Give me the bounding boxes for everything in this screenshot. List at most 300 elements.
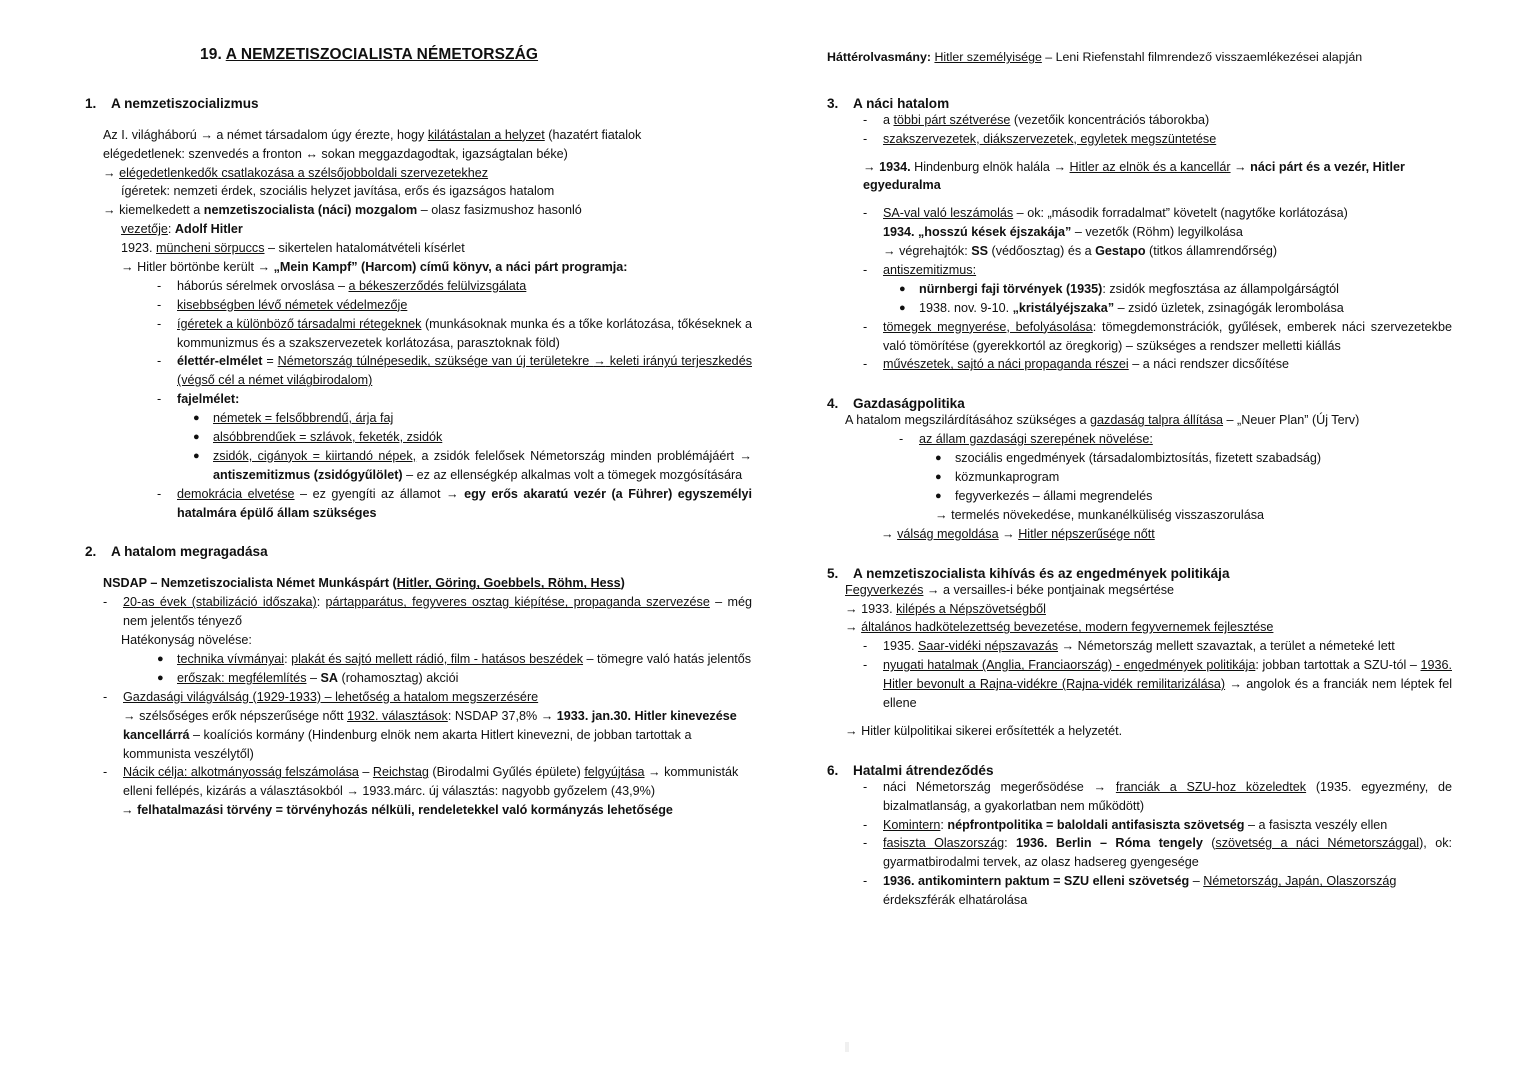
s3-bullet-6-text: [883, 355, 1452, 374]
s2-b2b2: 1932. választások: [347, 708, 448, 723]
s1-b3a: ígéretek a különböző társadalmi rétegeknek: [177, 316, 422, 331]
s6-bullet-2-text: [883, 816, 1452, 835]
s2-d1a: technika vívmányai: [177, 652, 285, 667]
arrow-right-icon: →: [926, 582, 940, 597]
s5-b1b: Saar-vidéki népszavazás: [918, 639, 1059, 654]
s3-dot-2-text: [919, 299, 1452, 318]
arrow-right-icon: →: [1234, 159, 1247, 174]
background-reading-note: [827, 49, 1452, 66]
s1-l1c: kilátástalan a helyzet: [427, 127, 545, 142]
background-reading-label: Háttérolvasmány:: [827, 50, 931, 64]
s3-b5b: : tömegdemonstrációk, gyűlések, emberek náci szervezetekbe való tömörítése (gyerekkortól az öregkorig) – szükséges a rendszer melletti kiállás: [883, 319, 1452, 353]
s3-bullet-3-text: [883, 204, 1452, 261]
s2-d2a: erőszak: megfélemlítés: [177, 670, 307, 685]
section-6-title: Hatalmi átrendeződés: [853, 762, 994, 778]
s1-l7b: müncheni sörpuccs: [156, 241, 265, 256]
body-columns: [40, 96, 1485, 910]
spacer: [85, 559, 752, 574]
s3-b3d: – vezetők (Röhm) legyilkolása: [1071, 225, 1243, 240]
s3-b5a: tömegek megnyerése, befolyásolása: [883, 319, 1093, 334]
s2-l1c: Hitler, Göring, Goebbels, Röhm, Hess: [396, 576, 621, 591]
page-title-number: 19.: [200, 46, 222, 63]
s1-l5a: kiemelkedett a: [119, 203, 204, 218]
bullet-marker-icon: ●: [193, 449, 200, 462]
s2-line-2: Hatékonyság növelése:: [121, 633, 252, 648]
section-6-heading: [827, 763, 1452, 778]
s3-b3a: SA-val való leszámolás: [883, 206, 1014, 221]
arrow-right-icon: →: [935, 507, 948, 522]
dash-marker-icon: -: [157, 278, 162, 293]
section-4-heading: [827, 396, 1452, 411]
bullet-marker-icon: ●: [935, 471, 942, 484]
s1-l6c: Adolf Hitler: [174, 222, 243, 237]
arrow-right-icon: →: [863, 159, 876, 174]
s2-b3a: Nácik célja: alkotmányosság felszámolása: [123, 765, 359, 780]
dash-marker-icon: -: [157, 316, 162, 331]
spacer: [85, 522, 752, 544]
s5-b2d: angolok és a franciák nem léptek fel ellene: [883, 677, 1453, 710]
spacer: [85, 111, 752, 126]
s2-l1a: NSDAP – Nemzetiszocialista Német Munkáspárt: [103, 576, 390, 591]
s4-bullet-1: [899, 430, 1452, 449]
s6-b3b: :: [1004, 836, 1016, 851]
s3-b1b: többi párt szétverése: [893, 112, 1011, 127]
s1-b6a: demokrácia elvetése: [177, 486, 295, 501]
s1-l1d: (hazatért fiatalok: [544, 127, 642, 142]
s1-bullet-4: [157, 352, 752, 390]
s2-b1d: – még nem jelentős tényező: [123, 595, 752, 629]
s1-l1b: a német társadalom úgy érezte, hogy: [216, 127, 428, 142]
dash-marker-icon: -: [157, 297, 162, 312]
s2-b2b1: szélsőséges erők népszerűsége nőtt: [139, 708, 348, 723]
s2-b3b: –: [358, 765, 373, 780]
page-scan-artifact: [845, 1042, 849, 1052]
s6-b4a: 1936. antikomintern paktum = SZU elleni szövetség: [883, 874, 1190, 889]
spacer: [845, 149, 1452, 158]
s2-l1b: (: [389, 576, 397, 591]
s5-line-4: [845, 722, 1452, 741]
s3-bullet-3: [863, 204, 1452, 261]
s1-dot-3-text: [213, 447, 752, 485]
dash-marker-icon: -: [157, 392, 162, 407]
s5-b1a: 1935.: [883, 639, 919, 654]
s1-d3c: antiszemitizmus (zsidógyűlölet): [213, 467, 403, 482]
s1-l6a: vezetője: [121, 222, 168, 237]
s1-l8a: Hitler börtönbe került: [137, 259, 258, 274]
bullet-marker-icon: ●: [157, 671, 164, 684]
s6-b2d: – a fasiszta veszély ellen: [1244, 817, 1388, 832]
s2-bullet-2-text: [123, 688, 752, 764]
dash-marker-icon: -: [863, 639, 868, 654]
s1-bullet-1: [157, 277, 752, 296]
dash-marker-icon: -: [863, 112, 868, 127]
dash-marker-icon: -: [103, 765, 108, 780]
s6-b1c: (1935. egyezmény, de bizalmatlanság, a gyakorlatban nem működött): [883, 779, 1452, 813]
s4-dot-1-text: szociális engedmények (társadalombiztosítás, fizetett szabadság): [955, 451, 1322, 466]
arrow-right-icon: →: [123, 708, 136, 723]
s1-b4a: élettér-elmélet: [177, 354, 263, 369]
s6-b2b: :: [940, 817, 948, 832]
s2-b1b: :: [316, 595, 326, 610]
s3-line-1: [863, 158, 1452, 196]
s3-l1c: Hitler az elnök és a kancellár: [1069, 159, 1231, 174]
s2-dot-2-text: [177, 669, 752, 688]
dash-marker-icon: -: [863, 357, 868, 372]
s1-b6c: egy erős akaratú vezér (a Führer) egyszemélyi hatalmára épülő állam szükséges: [177, 486, 753, 520]
s5-b2c: 1936. Hitler bevonult a Rajna-vidékre (Rajna-vidék remilitarizálása): [883, 658, 1452, 692]
s3-b1a: a: [883, 112, 894, 127]
s2-b3c: Reichstag: [372, 765, 429, 780]
s1-bullet-1-text: [177, 277, 752, 296]
s3-bullet-1-text: [883, 111, 1452, 130]
s1-bullet-6-text: [177, 485, 752, 523]
s4-dot-3-text: fegyverkezés – állami megrendelés: [955, 488, 1153, 503]
s5-line-2: [845, 600, 1452, 619]
header-row: [40, 46, 1485, 66]
s2-line-3: [121, 801, 752, 820]
s3-bullet-4: [863, 261, 1452, 280]
section-4-title: Gazdaságpolitika: [853, 396, 965, 412]
spacer: [827, 741, 1452, 763]
s5-bullet-2: [863, 656, 1452, 713]
section-5-heading: [827, 566, 1452, 581]
s1-b4d: keleti irányú terjeszkedés (végső cél a német világbirodalom): [177, 354, 752, 388]
s1-bullet-6: [157, 485, 752, 523]
s3-d1b: : zsidók megfosztása az állampolgárságtól: [1102, 281, 1339, 296]
s6-bullet-4-text: [883, 872, 1452, 910]
s3-d2a: 1938. nov. 9-10.: [919, 300, 1013, 315]
section-3: [827, 96, 1452, 375]
s5-b2a: nyugati hatalmak (Anglia, Franciaország) - engedmények politikája: [883, 658, 1256, 673]
s1-line-1: [103, 126, 752, 145]
s4-l2a: válság megoldása: [897, 526, 999, 541]
section-5: [827, 566, 1452, 741]
s2-dot-1-text: [177, 650, 752, 669]
bullet-marker-icon: ●: [935, 452, 942, 465]
s2-d2c: SA: [320, 670, 339, 685]
s2-b2b4: 1933. jan.30. Hitler kinevezése kancellárrá: [123, 708, 737, 742]
s6-b4d: érdekszférák elhatárolása: [883, 893, 1028, 908]
dash-marker-icon: -: [863, 658, 868, 673]
arrow-right-icon: →: [1061, 639, 1075, 654]
arrow-right-icon: →: [845, 601, 858, 616]
s2-bullet-3: [103, 763, 752, 801]
s5-b2b: : jobban tartottak a SZU-tól –: [1255, 658, 1421, 673]
s4-l1c: – „Neuer Plan” (Új Terv): [1223, 413, 1360, 428]
s6-b3a: fasiszta Olaszország: [883, 836, 1005, 851]
s1-line-2: elégedetlenek: szenvedés a fronton ↔ sokan meggazdagodtak, igazságtalan béke): [103, 146, 568, 161]
section-4: [827, 396, 1452, 543]
section-3-title: A náci hatalom: [853, 95, 950, 111]
s3-b3h: Gestapo: [1095, 244, 1146, 259]
s2-line-1: [103, 574, 752, 593]
s1-l1a: Az I. világháború: [103, 127, 201, 142]
s2-d1c: plakát és sajtó mellett rádió, film - hatásos beszédek: [291, 652, 584, 667]
arrow-right-icon: →: [121, 259, 134, 274]
arrow-right-icon: →: [1053, 159, 1067, 174]
s5-line-1: [845, 581, 1452, 600]
dash-marker-icon: -: [863, 836, 868, 851]
page-title-text: A NEMZETISZOCIALISTA NÉMETORSZÁG: [225, 46, 539, 63]
s1-line-5: [103, 201, 752, 220]
arrow-right-icon: →: [739, 448, 752, 463]
section-1-number: 1.: [85, 95, 97, 111]
header-left: [40, 46, 752, 64]
s6-b2a: Komintern: [883, 817, 941, 832]
spacer: [845, 713, 1452, 722]
s3-dot-2: [899, 299, 1452, 318]
s4-dot-2: [935, 468, 1452, 487]
arrow-right-icon: →: [845, 620, 858, 635]
s3-b6a: művészetek, sajtó a náci propaganda részei: [883, 357, 1129, 372]
arrow-right-icon: →: [1002, 526, 1015, 541]
bullet-marker-icon: ●: [899, 282, 906, 295]
arrow-right-icon: →: [445, 486, 459, 501]
arrow-right-icon: →: [883, 244, 896, 259]
bullet-marker-icon: ●: [193, 412, 200, 425]
s2-b1c: pártapparátus, fegyveres osztag kiépítése, propaganda szervezése: [325, 595, 710, 610]
dash-marker-icon: -: [863, 779, 868, 794]
s6-b3f: ), ok: gyarmatbirodalmi tervek, az olasz hadsereg gyengesége: [883, 836, 1452, 870]
s2-d1b: :: [284, 652, 292, 667]
s6-bullet-3-text: [883, 834, 1452, 872]
s1-bullet-2: [157, 296, 752, 315]
s6-b4b: –: [1189, 874, 1204, 889]
spacer: [845, 195, 1452, 204]
s1-l6b: :: [167, 222, 175, 237]
s4-line-3: [881, 525, 1452, 544]
arrow-right-icon: →: [346, 784, 359, 799]
dash-marker-icon: -: [157, 354, 162, 369]
s2-dot-1: [157, 650, 752, 669]
s3-bullet-3-line3: [883, 242, 1452, 261]
dash-marker-icon: -: [157, 486, 162, 501]
section-5-number: 5.: [827, 565, 839, 581]
s3-b3f: SS: [971, 244, 989, 259]
arrow-right-icon: →: [103, 165, 116, 180]
arrow-right-icon: →: [121, 803, 134, 818]
s1-line-6: [121, 220, 752, 239]
s5-b1c: Németország mellett szavaztak, a terület a németeké lett: [1074, 639, 1395, 654]
s5-l4: Hitler külpolitikai sikerei erősítették a helyzetét.: [861, 723, 1123, 738]
s2-dot-2: [157, 669, 752, 688]
arrow-right-icon: →: [881, 526, 894, 541]
s4-dot-3: [935, 487, 1452, 506]
dash-marker-icon: -: [899, 432, 904, 447]
section-5-body: [845, 581, 1452, 741]
s6-b1b: franciák a SZU-hoz közeledtek: [1115, 779, 1307, 794]
s2-bullet-1: [103, 593, 752, 631]
s3-d2c: – zsidó üzletek, zsinagógák lerombolása: [1114, 300, 1344, 315]
s1-b6b: – ez gyengíti az államot: [294, 486, 446, 501]
s1-l3: elégedetlenkedők csatlakozása a szélsőjobboldali szervezetekhez: [119, 165, 489, 180]
section-2-title: A hatalom megragadása: [111, 544, 268, 560]
section-2-body: [103, 574, 752, 820]
s5-l3: általános hadkötelezettség bevezetése, modern fegyvernemek fejlesztése: [861, 620, 1274, 635]
arrow-right-icon: →: [103, 203, 116, 218]
arrow-right-icon: →: [593, 354, 606, 369]
s3-l1a: 1934.: [879, 159, 911, 174]
dash-marker-icon: -: [863, 262, 868, 277]
arrow-right-icon: →: [200, 127, 213, 142]
s6-b3c: 1936. Berlin – Róma tengely: [1015, 836, 1203, 851]
s4-line-1: [845, 411, 1452, 430]
s3-l1d: náci párt és a vezér, Hitler egyeduralma: [863, 159, 1405, 193]
s3-b3g: (védőosztag) és a: [988, 244, 1096, 259]
s2-b3d: (Birodalmi Gyűlés épülete): [428, 765, 585, 780]
dash-marker-icon: -: [103, 595, 108, 610]
s6-bullet-3: [863, 834, 1452, 872]
s4-bullet-1-text: az állam gazdasági szerepének növelése:: [919, 432, 1153, 447]
s2-bullet-3-text: [123, 763, 752, 801]
section-6: [827, 763, 1452, 910]
s1-bullet-5: [157, 390, 752, 409]
s3-b6b: – a náci rendszer dicsőítése: [1128, 357, 1290, 372]
dash-marker-icon: -: [863, 206, 868, 221]
s2-d2d: (rohamosztag) akciói: [338, 670, 459, 685]
s5-l2a: 1933.: [861, 601, 897, 616]
s1-line-7: [121, 239, 752, 258]
s1-dot-3: [193, 447, 752, 485]
spacer: [827, 374, 1452, 396]
s2-d2b: –: [306, 670, 321, 685]
s3-d1a: nürnbergi faji törvények (1935): [919, 281, 1103, 296]
s3-b3i: (titkos államrendőrség): [1145, 244, 1278, 259]
s1-l7a: 1923.: [121, 241, 157, 256]
s1-l8b: „Mein Kampf” (Harcom) című könyv, a náci párt programja:: [273, 259, 628, 274]
bullet-marker-icon: ●: [157, 653, 164, 666]
section-3-heading: [827, 96, 1452, 111]
arrow-right-icon: →: [257, 259, 271, 274]
section-1-title: A nemzetiszocializmus: [111, 95, 259, 111]
s2-l1d: ): [620, 576, 625, 591]
dash-marker-icon: -: [863, 319, 868, 334]
bullet-marker-icon: ●: [899, 301, 906, 314]
arrow-right-icon: →: [1229, 677, 1242, 692]
s1-dot-1-text: németek = felsőbbrendű, árja faj: [213, 411, 394, 426]
s1-bullet-2-text: kisebbségben lévő németek védelmezője: [177, 297, 408, 312]
s4-d4: termelés növekedése, munkanélküliség visszaszorulása: [951, 507, 1264, 522]
s1-line-4: ígéretek: nemzeti érdek, szociális helyzet javítása, erős és igazságos hatalom: [121, 184, 555, 199]
s3-b1c: (vezetőik koncentrációs táborokba): [1010, 112, 1210, 127]
dash-marker-icon: -: [863, 131, 868, 146]
background-reading-title: Hitler személyisége: [934, 50, 1042, 64]
s6-bullet-4: [863, 872, 1452, 910]
s2-b3g: 1933.márc. új választás: nagyobb győzelem (43,9%): [358, 784, 656, 799]
s4-l1a: A hatalom megszilárdításához szükséges a: [845, 413, 1091, 428]
s1-l5b: nemzetiszocialista (náci) mozgalom: [203, 203, 418, 218]
s6-bullet-2: [863, 816, 1452, 835]
s3-bullet-3-line2: [883, 223, 1452, 242]
section-6-number: 6.: [827, 762, 839, 778]
s4-dot-1: [935, 449, 1452, 468]
s1-d3b: a zsidók felelősek Németország minden problémájáért: [416, 448, 740, 463]
s1-dot-2: [193, 428, 752, 447]
arrow-right-icon: →: [540, 708, 554, 723]
arrow-right-icon: →: [845, 723, 858, 738]
s6-bullet-1-text: [883, 778, 1452, 816]
arrow-right-icon: →: [648, 765, 661, 780]
s1-bullet-5-text: fajelmélet:: [177, 392, 240, 407]
dash-marker-icon: -: [103, 689, 108, 704]
s5-bullet-2-text: [883, 656, 1452, 713]
section-2: [85, 544, 752, 820]
s1-b1b: a békeszerződés felülvizsgálata: [348, 278, 527, 293]
s3-l1b: Hindenburg elnök halála: [910, 159, 1054, 174]
s6-b3d: (: [1202, 836, 1216, 851]
s5-l1b: a versailles-i béke pontjainak megsértése: [939, 582, 1175, 597]
section-3-body: [845, 111, 1452, 375]
page-title: [200, 46, 752, 64]
s3-b3e: végrehajtók:: [899, 244, 972, 259]
section-2-heading: [85, 544, 752, 559]
s1-bullet-3-text: [177, 315, 752, 353]
s1-l7c: – sikertelen hatalomátvételi kísérlet: [264, 241, 465, 256]
s4-dot-2-text: közmunkaprogram: [955, 470, 1060, 485]
s1-bullet-3: [157, 315, 752, 353]
s2-bullet-2: [103, 688, 752, 764]
section-1-body: [103, 126, 752, 523]
s3-bullet-2: [863, 130, 1452, 149]
s3-dot-1-text: [919, 280, 1452, 299]
s6-b3e: szövetség a náci Németországgal: [1215, 836, 1420, 851]
left-column: [40, 96, 752, 820]
s6-b2c: népfrontpolitika = baloldali antifasiszta szövetség: [947, 817, 1245, 832]
s5-bullet-1: [863, 637, 1452, 656]
section-5-title: A nemzetiszocialista kihívás és az engedmények politikája: [853, 565, 1230, 581]
s2-d1d: – tömegre való hatás jelentős: [583, 652, 752, 667]
s1-b1a: háborús sérelmek orvoslása –: [177, 278, 349, 293]
s3-d2b: „kristályéjszaka”: [1012, 300, 1115, 315]
s1-dot-1: [193, 409, 752, 428]
section-4-body: [845, 411, 1452, 543]
s2-b4: felhatalmazási törvény = törvényhozás nélküli, rendeletekkel való kormányzás lehetősége: [137, 803, 673, 818]
s1-b3b: (munkásoknak munka és a tőke korlátozása, tőkéseknek a kommunizmus és a szakszervezetek korlátozása, parasztoknak föld): [177, 316, 752, 350]
section-4-number: 4.: [827, 396, 839, 412]
background-reading-rest: – Leni Riefenstahl filmrendező visszaemlékezései alapján: [1041, 50, 1363, 64]
s1-dot-2-text: alsóbbrendűek = szlávok, feketék, zsidók: [213, 430, 443, 444]
section-1: [85, 96, 752, 523]
section-6-body: [845, 778, 1452, 910]
s4-line-2: [935, 506, 1452, 525]
s3-bullet-5: [863, 318, 1452, 356]
s1-d3d: – ez az ellenségkép alkalmas volt a tömegek mozgósítására: [402, 467, 743, 482]
s3-bullet-6: [863, 355, 1452, 374]
s2-b2a: Gazdasági világválság (1929-1933) – lehetőség a hatalom megszerzésére: [123, 689, 539, 704]
s5-line-3: [845, 618, 1452, 637]
spacer: [827, 544, 1452, 566]
s1-line-8: [121, 258, 752, 277]
s3-b3c: 1934. „hosszú kések éjszakája”: [883, 225, 1072, 240]
s4-l2b: Hitler népszerűsége nőtt: [1018, 526, 1155, 541]
spacer: [40, 66, 1485, 96]
s1-bullet-4-text: [177, 352, 752, 390]
s3-bullet-5-text: [883, 318, 1452, 356]
s1-b4c: Németország túlnépesedik, szüksége van új területekre: [277, 354, 594, 369]
s3-b3b: – ok: „második forradalmat” követelt (nagytőke korlátozása): [1013, 206, 1348, 221]
s6-b4c: Németország, Japán, Olaszország: [1203, 874, 1397, 889]
s6-bullet-1: [863, 778, 1452, 816]
s3-bullet-4-text: antiszemitizmus:: [883, 262, 977, 277]
dash-marker-icon: -: [863, 817, 868, 832]
s2-b3f: kommunisták elleni fellépés, kizárás a választásokból: [123, 765, 739, 799]
s2-bullet-1-text: [123, 593, 752, 631]
section-3-number: 3.: [827, 95, 839, 111]
right-column: [752, 96, 1452, 910]
s1-line-3: [103, 164, 752, 183]
s2-b3e: felgyújtása: [584, 765, 645, 780]
s3-bullet-1: [863, 111, 1452, 130]
